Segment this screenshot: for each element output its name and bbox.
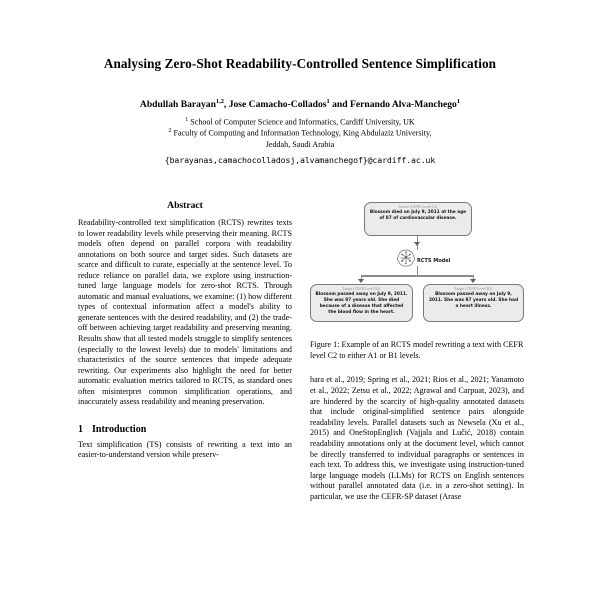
affiliation-2-city: Jeddah, Saudi Arabia (265, 140, 335, 150)
right-column (310, 200, 524, 600)
introduction-paragraph-1: Text simplification (TS) consists of rewriting a text into an easier-to-understand version while preserv- (78, 439, 292, 460)
arrow-source-to-model-head (414, 242, 420, 246)
figure-1 (310, 200, 524, 361)
affiliation-2-marker: 2 (168, 128, 172, 135)
figure-output-a1-box (310, 284, 413, 322)
right-column-paragraph: hara et al., 2019; Spring et al., 2021; Rios et al., 2021; Yanamoto et al., 2022; Zetsu et al., 2022; Agrawal and Carpuat, 2023), and are hindered by the scarcity of high-quality annotated datasets that include original-simplified sentence pairs alongside readability levels. Parallel datasets such as Newsela (Xu et al., 2015) and OneStopEnglish (Vajjala and Lučić, 2018) contain readability annotations only at the document level, which cannot be directly transferred to individual paragraphs or sentences in each text. To address this, we investigate using instruction-tuned large language models (LLMs) for RCTS on English sentences without parallel annotated data (i.e. in a zero-shot setting). In particular, we use the CEFR-SP dataset (Arase (310, 375, 524, 501)
right-column-body (310, 375, 524, 502)
figure-caption-text: Example of an RCTS model rewriting a text with CEFR level C2 to either A1 or B1 levels. (310, 340, 524, 360)
affiliation-2 (60, 127, 540, 139)
abstract-text: Readability-controlled text simplification (RCTS) rewrites texts to lower readability levels while preserving their meaning. RCTS models often depend on parallel corpora with readability annotations on both source and target sides. Such datasets are scarce and difficult to curate, especially at the sentence level. To reduce reliance on parallel data, we explore using instruction-tuned large language models for zero-shot RCTS. Through automatic and manual evaluations, we examine: (1) how different types of contextual information affect a model's ability to generate sentences with the desired readability, and (2) the trade-off between achieving target readability and preserving meaning. Results show that all tested models struggle to simplify sentences (especially to the lowest levels) due to models' limitations and characteristics of the source sentences that impede adequate rewriting. Our experiments also highlight the need for better automatic evaluation metrics tailored to RCTS, as standard ones often misinterpret common simplification operations, and inaccurately assess readability and meaning preservation. (78, 218, 292, 407)
author-3-affiliation-marker: 1 (456, 97, 461, 105)
figure-output-a1-label: Target (CEFR Level A1) (342, 287, 381, 291)
author-1-name: Abdullah Barayan (139, 99, 216, 111)
author-2-name: , Jose Camacho-Collados (223, 99, 327, 111)
figure-source-text: Blossom died on July 9, 2011 at the age of 87 of cardiovascular disease. (369, 209, 467, 222)
neural-network-icon (396, 248, 416, 273)
figure-1-caption (310, 340, 524, 361)
introduction-body (78, 440, 292, 461)
arrow-split-horizontal (361, 275, 473, 277)
figure-source-box (364, 202, 472, 236)
figure-output-a1-text: Blossom passed away on July 9, 2011. She was 87 years old. She died because of a disease that affected the blood flow in the heart. (315, 291, 408, 316)
figure-output-b1-box (423, 284, 524, 322)
contact-email[interactable]: {barayanas,camachocolladosj,alvamanchegof}@cardiff.ac.uk (164, 155, 436, 166)
figure-model-label: RCTS Model (417, 257, 451, 264)
affiliation-1-text: School of Computer Science and Informatics, Cardiff University, UK (188, 117, 415, 127)
arrow-to-a1-head (358, 279, 364, 283)
affiliation-1 (60, 116, 540, 128)
figure-source-label: Source (CEFR Level C2) (398, 205, 438, 209)
authors-line (60, 98, 540, 112)
title-block (0, 0, 600, 165)
figure-caption-label: Figure 1: (310, 340, 340, 349)
figure-1-diagram (310, 200, 524, 332)
page-title: Analysing Zero-Shot Readability-Controlled Sentence Simplification (103, 56, 497, 71)
figure-model-node (396, 248, 450, 273)
figure-output-b1-label: Target (CEFR Level B1) (454, 287, 493, 291)
affiliation-2-text: Faculty of Computing and Information Technology, King Abdulaziz University, (171, 129, 432, 139)
section-heading-introduction (78, 424, 292, 435)
affiliation-1-marker: 1 (185, 116, 189, 123)
section-title: Introduction (92, 423, 147, 435)
author-3-name: and Fernando Alva-Manchego (329, 99, 457, 111)
author-1-affiliation-marker: 1,2 (215, 97, 224, 105)
abstract-heading: Abstract (167, 200, 203, 211)
body-columns (0, 200, 600, 600)
abstract-body (78, 218, 292, 408)
section-number: 1 (78, 423, 83, 435)
author-2-affiliation-marker: 1 (326, 97, 330, 105)
left-column (78, 200, 292, 600)
arrow-to-b1-head (470, 279, 476, 283)
figure-output-b1-text: Blossom passed away on July 9, 2011. She was 87 years old. She had a heart illness. (428, 291, 519, 310)
